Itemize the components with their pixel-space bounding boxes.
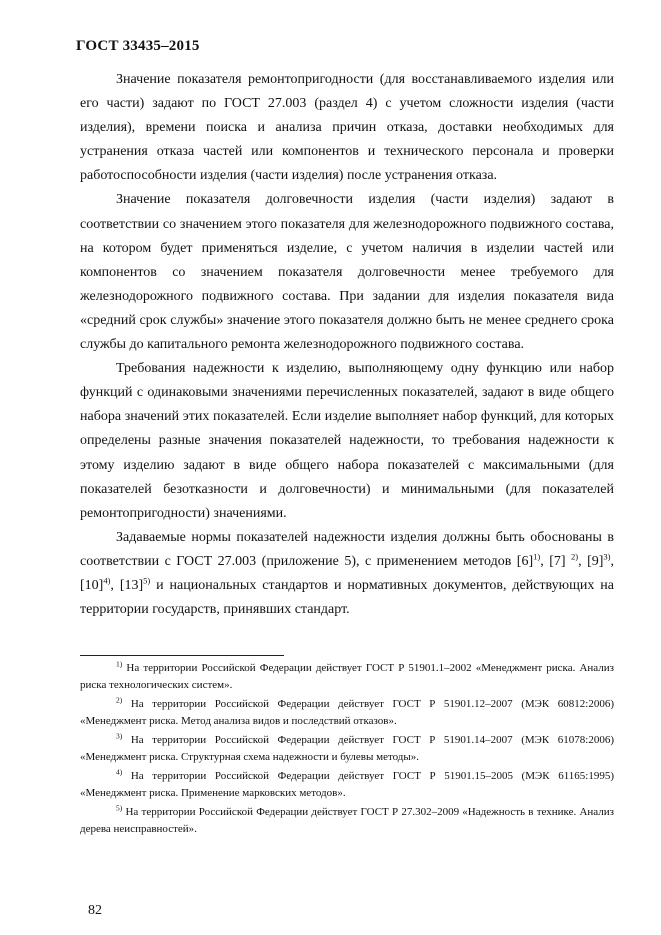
footnote-text: На территории Российской Федерации действует ГОСТ Р 51901.14–2007 (МЭК 61078:2006) «Менеджмент риска. Структурная схема надежности и булевы методы». xyxy=(80,734,615,764)
footnote-ref-4: 4) xyxy=(103,575,111,586)
footnote-3 xyxy=(80,732,614,766)
reference-10: [10] xyxy=(80,577,104,593)
footnote-2 xyxy=(80,696,614,730)
page-number: 82 xyxy=(88,903,102,918)
footnote-mark: 3) xyxy=(116,731,123,741)
paragraph-norms-justification: Задаваемые нормы показателей надежности изделия должны быть обоснованы в соответствии с ГОСТ 27.003 (приложение 5), с применением методов $[6]^{1)}$, [7] $^{2)}$, $[9]^{3)}$, $[10]^{4)}$, $[13]^{5)}$ и национальных стандартов и нормативных документов, действующих на территории государств, принявших стандарт. xyxy=(80,529,615,618)
paragraph-durability: Значение показателя долговечности изделия (части изделия) задают в соответствии со значением этого показателя для железнодорожного подвижного состава, на котором будет применяться изделие, с учетом наличия в изделии частей или компонентов со значением показателя долговечности менее требуемого для железнодорожного подвижного состава. При задании для изделия показателя вида «средний срок службы» значение этого показателя должно быть не менее среднего срока службы до капитального ремонта железнодорожного подвижного состава. xyxy=(80,192,614,353)
footnote-text: На территории Российской Федерации действует ГОСТ Р 51901.15–2005 (МЭК 61165:1995) «Менеджмент риска. Применение марковских методов». xyxy=(80,770,615,800)
footnotes xyxy=(80,660,614,840)
footnote-separator xyxy=(80,655,284,656)
footnote-4 xyxy=(80,768,614,802)
footnote-ref-2: 2) xyxy=(571,551,579,562)
footnote-ref-1: 1) xyxy=(533,551,541,562)
paragraph-reliability-requirements: Требования надежности к изделию, выполняющему одну функцию или набор функций с одинаковыми значениями перечисленных показателей, задают в виде общего набора значений этих показателей. Если изделие выполняет набор функций, для которых определены разные значения показателей надежности, то требования надежности к этому изделию задают в виде общего набора показателей с максимальными (для показателей безотказности и долговечности) и минимальными (для показателей ремонтопригодности) значениями. xyxy=(80,361,614,521)
footnote-text: На территории Российской Федерации действует ГОСТ Р 27.302–2009 «Надежность в технике. Анализ дерева неисправностей». xyxy=(80,806,614,836)
reference-7: [7] xyxy=(549,553,566,569)
reference-13: [13] xyxy=(119,577,144,593)
reference-6: [6] xyxy=(516,553,534,569)
paragraph-lead-text: Задаваемые нормы показателей надежности изделия должны быть обоснованы в соответствии с ГОСТ 27.003 (приложение 5), с применением методов xyxy=(80,529,614,569)
footnote-mark: 2) xyxy=(116,695,123,705)
main-text xyxy=(80,68,614,622)
footnote-mark: 1) xyxy=(116,659,123,669)
footnote-text: На территории Российской Федерации действует ГОСТ Р 51901.12–2007 (МЭК 60812:2006) «Менеджмент риска. Метод анализа видов и последствий отказов». xyxy=(80,698,615,728)
footnote-ref-5: 5) xyxy=(143,575,151,586)
page-header-standard-number: ГОСТ 33435–2015 xyxy=(76,38,200,54)
footnote-text: На территории Российской Федерации действует ГОСТ Р 51901.1–2002 «Менеджмент риска. Анализ риска технологических систем». xyxy=(80,662,614,692)
footnote-mark: 5) xyxy=(116,803,123,813)
footnote-1 xyxy=(80,660,614,694)
footnote-ref-3: 3) xyxy=(603,551,611,562)
footnote-mark: 4) xyxy=(116,767,123,777)
footnote-5 xyxy=(80,804,614,838)
paragraph-tail-text: и национальных стандартов и нормативных документов, действующих на территории государств, принявших стандарт. xyxy=(80,577,615,618)
paragraph-maintainability: Значение показателя ремонтопригодности (для восстанавливаемого изделия или его части) задают по ГОСТ 27.003 (раздел 4) с учетом сложности изделия (части изделия), времени поиска и анализа причин отказа, доставки необходимых для устранения отказа частей или компонентов и технического персонала и проверки работоспособности изделия (части изделия) после устранения отказа. xyxy=(80,72,614,184)
reference-9: [9] xyxy=(587,553,604,569)
